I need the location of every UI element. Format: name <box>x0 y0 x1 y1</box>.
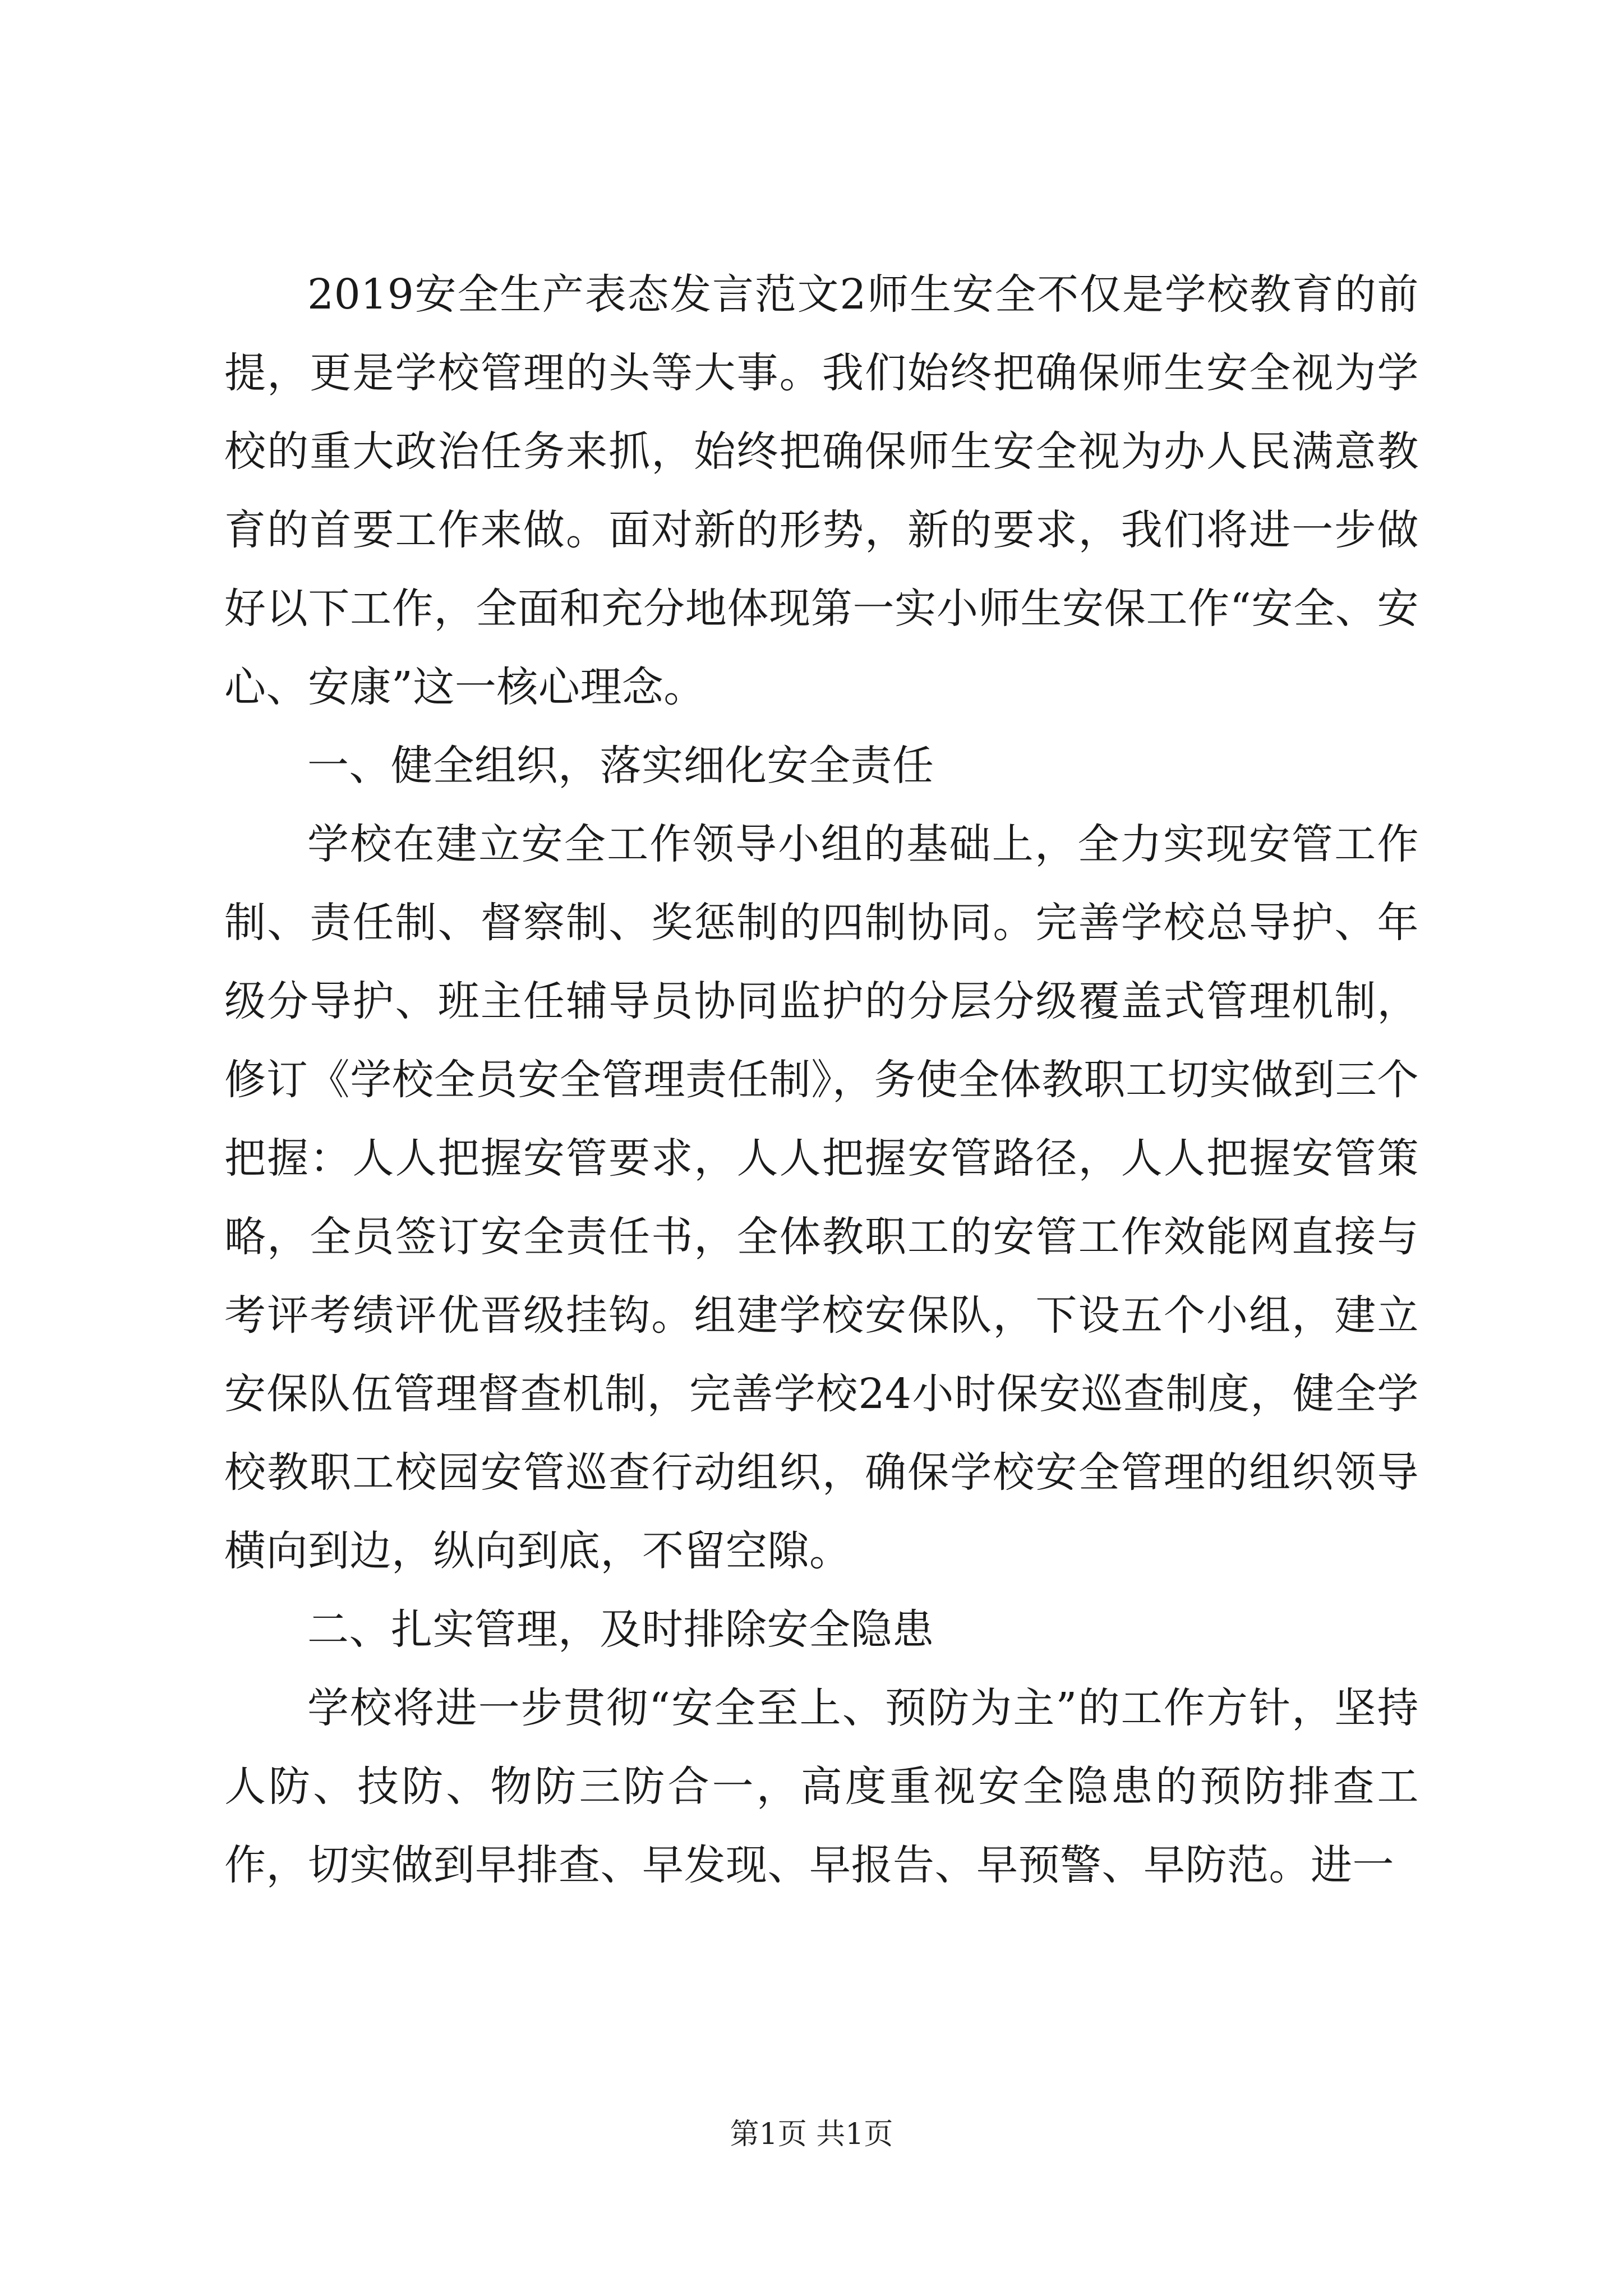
section-heading-2: 二、扎实管理，及时排除安全隐患 <box>307 1605 934 1654</box>
section-1-paragraph: 学校在建立安全工作领导小组的基础上，全力实现安管工作制、责任制、督察制、奖惩制的四制协同。完善学校总导护、年级分导护、班主任辅导员协同监护的分层分级覆盖式管理机制，修订《学校全员安全管理责任制》，务使全体教职工切实做到三个把握：人人把握安管要求，人人把握安管路径，人人把握安管策略，全员签订安全责任书，全体教职工的安管工作效能网直接与考评考绩评优晋级挂钩。组建学校安保队，下设五个小组，建立安保队伍管理督查机制，完善学校24小时保安巡查制度，健全学校教职工校园安管巡查行动组织，确保学校安全管理的组织领导横向到边，纵向到底，不留空隙。 <box>224 820 1419 1575</box>
section-heading-1: 一、健全组织，落实细化安全责任 <box>307 742 934 790</box>
page-footer: 第1页 共1页 <box>730 2118 893 2151</box>
intro-paragraph: 2019安全生产表态发言范文2师生安全不仅是学校教育的前提，更是学校管理的头等大事。我们始终把确保师生安全视为学校的重大政治任务来抓，始终把确保师生安全视为办人民满意教育的首要工作来做。面对新的形势，新的要求，我们将进一步做好以下工作，全面和充分地体现第一实小师生安保工作“安全、安心、安康”这一核心理念。 <box>224 270 1419 711</box>
document-body <box>224 255 1419 1904</box>
section-2-paragraph: 学校将进一步贯彻“安全至上、预防为主”的工作方针，坚持人防、技防、物防三防合一，高度重视安全隐患的预防排查工作，切实做到早排查、早发现、早报告、早预警、早防范。进一 <box>224 1684 1419 1889</box>
